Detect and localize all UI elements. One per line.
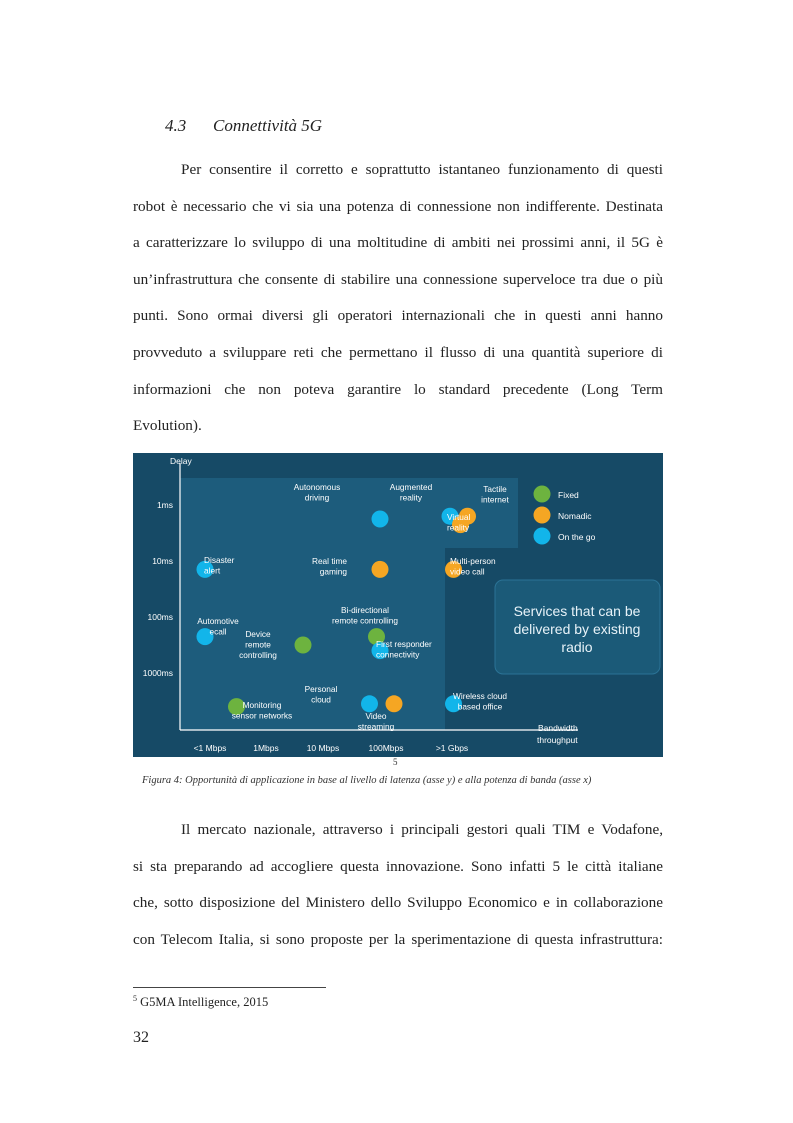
footnote (133, 994, 268, 1010)
point-label: First responder (376, 639, 432, 649)
footnote-text: G5MA Intelligence, 2015 (140, 995, 269, 1010)
point-label: Wireless cloud (453, 691, 507, 701)
legend-marker (534, 507, 551, 524)
point-label: remote controlling (332, 615, 398, 626)
x-tick-label: 100Mbps (368, 743, 404, 753)
figure-caption: Figura 4: Opportunità di applicazione in base al livello di latenza (asse y) e alla potenza di banda (asse x) (142, 775, 592, 786)
point-label: controlling (239, 650, 277, 660)
paragraph-line: con Telecom Italia, si sono proposte per la sperimentazione di questa infrastruttura: (133, 930, 663, 948)
point-label: Personal (304, 684, 338, 694)
callout-text: delivered by existing (513, 621, 641, 637)
footnote-divider (133, 987, 326, 988)
paragraph-line: Per consentire il corretto e soprattutto istantaneo funzionamento di questi (181, 161, 663, 178)
x-axis-label-line1: Bandwidth (538, 723, 578, 733)
paragraph-line: informazioni che non poteva garantire lo standard precedente (Long Term (133, 380, 663, 398)
paragraph-line: provveduto a sviluppare reti che permettano il flusso di una quantità superiore di (133, 343, 663, 361)
point-label: Real time (311, 556, 347, 566)
chart-svg (133, 453, 663, 757)
point-label: reality (399, 492, 423, 503)
point-label: streaming (357, 721, 395, 732)
y-tick-label: 1ms (156, 500, 173, 510)
x-tick-label: >1 Gbps (435, 743, 469, 753)
point-label: internet (481, 494, 509, 505)
paragraph-line: si sta preparando ad accogliere questa innovazione. Sono infatti 5 le città italiane (133, 857, 663, 875)
point-label: Video (365, 711, 387, 721)
point-label: alert (204, 565, 221, 576)
point-label: Bi-directional (341, 605, 389, 615)
point-label: cloud (311, 694, 331, 705)
x-tick-label: 1Mbps (253, 743, 279, 753)
legend-marker (534, 486, 551, 503)
point-label: Monitoring (242, 700, 282, 710)
point-label: Automotive (197, 616, 239, 626)
paragraph-line: punti. Sono ormai diversi gli operatori internazionali che in questi anni hanno (133, 307, 663, 325)
paragraph-line: a caratterizzare lo sviluppo di una moltitudine di ambiti nei prossimi anni, il 5G è (133, 234, 663, 252)
point-label: based office (457, 701, 503, 712)
point-label: Tactile (483, 484, 507, 494)
y-tick-label: 1000ms (142, 668, 173, 678)
x-tick-label: <1 Mbps (193, 743, 227, 753)
legend-label: Fixed (558, 490, 579, 500)
paragraph-line: Il mercato nazionale, attraverso i principali gestori quali TIM e Vodafone, (181, 821, 663, 838)
callout-text: radio (561, 639, 593, 655)
point-label: connectivity (376, 649, 420, 660)
data-point (372, 511, 389, 528)
paragraph-2 (133, 812, 663, 958)
data-point (361, 695, 378, 712)
point-label: sensor networks (231, 710, 293, 721)
legend-marker (534, 528, 551, 545)
paragraph-line: un’infrastruttura che consente di stabilire una connessione superveloce tra due o più (133, 270, 663, 288)
y-tick-label: 100ms (147, 612, 173, 622)
point-label: video call (450, 566, 485, 577)
legend-label: Nomadic (558, 511, 592, 521)
x-axis-label-line2: throughput (537, 735, 578, 745)
data-point (372, 561, 389, 578)
point-label: gaming (319, 566, 347, 577)
point-label: Disaster (204, 555, 235, 565)
data-point (386, 695, 403, 712)
point-label: Multi-person (450, 556, 496, 566)
figure-footnote-mark: 5 (393, 757, 398, 767)
paragraph-1 (133, 152, 663, 445)
paragraph-line: Evolution). (133, 417, 202, 435)
point-label: Virtual (447, 512, 471, 522)
footnote-mark: 5 (133, 994, 137, 1003)
point-label: Autonomous (293, 482, 341, 492)
point-label: remote (245, 639, 271, 650)
point-label: Augmented (389, 482, 433, 492)
section-title: Connettività 5G (213, 116, 323, 135)
page-number: 32 (133, 1029, 149, 1046)
section-number: 4.3 (165, 116, 187, 135)
point-label: reality (447, 522, 470, 533)
paragraph-line: che, sotto disposizione del Ministero dello Sviluppo Economico e in collaborazione (133, 894, 663, 912)
callout-text: Services that can be (513, 603, 641, 619)
point-label: driving (304, 492, 330, 503)
data-point (295, 637, 312, 654)
latency-bandwidth-chart (133, 453, 663, 757)
legend-label: On the go (558, 532, 596, 542)
point-label: Device (245, 629, 271, 639)
paragraph-line: robot è necessario che vi sia una potenza di connessione non indifferente. Destinata (133, 197, 663, 215)
y-axis-label: Delay (170, 456, 192, 466)
point-label: ecall (209, 626, 227, 637)
y-tick-label: 10ms (152, 556, 173, 566)
x-tick-label: 10 Mbps (306, 743, 340, 753)
section-heading (165, 116, 322, 136)
